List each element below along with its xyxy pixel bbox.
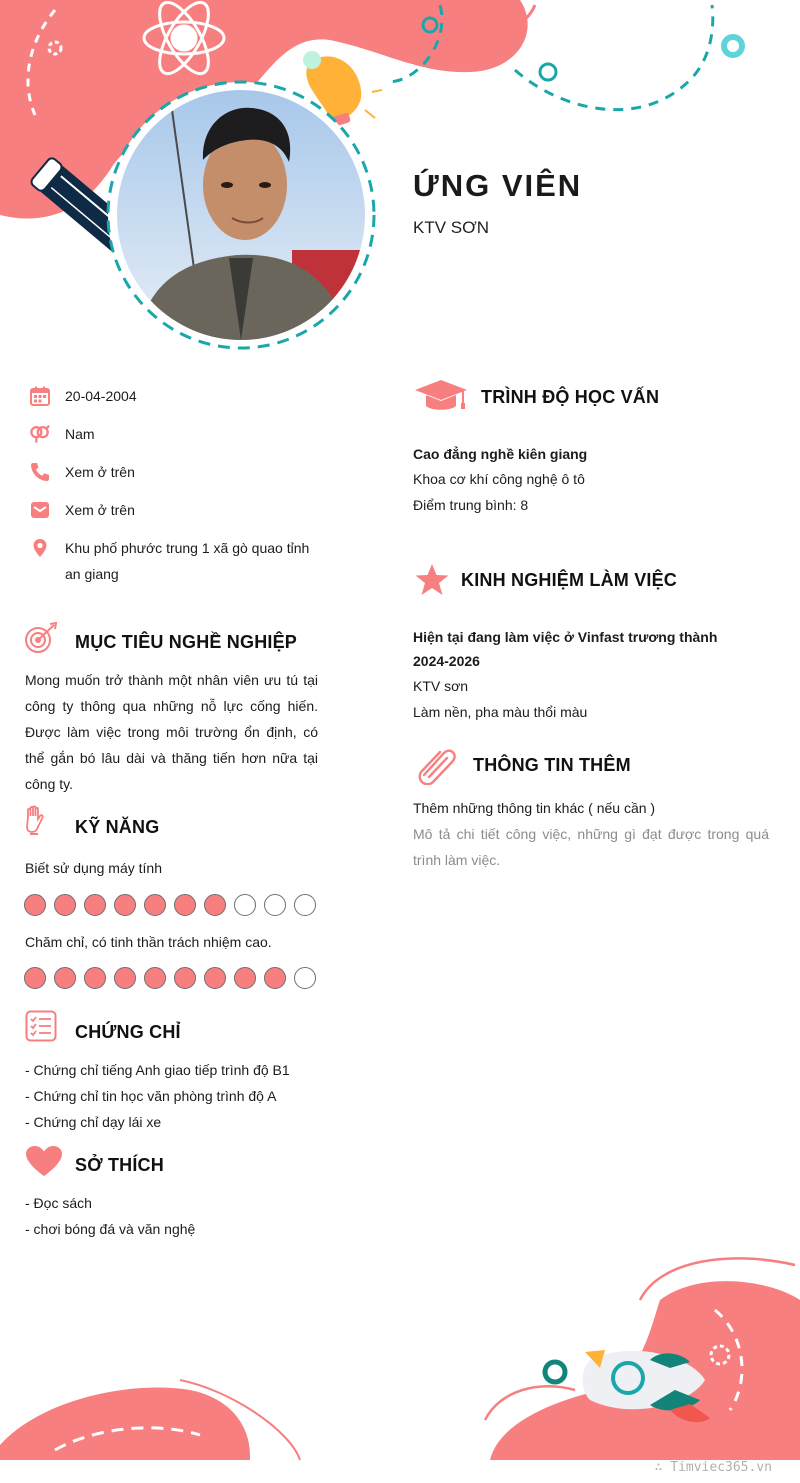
extra-line-1: Thêm những thông tin khác ( nếu cần ) — [413, 800, 656, 816]
hobby-1: - Đọc sách — [25, 1195, 92, 1211]
heart-icon — [25, 1145, 63, 1177]
certificate-1: - Chứng chỉ tiếng Anh giao tiếp trình độ B1 — [25, 1062, 290, 1078]
certificate-3: - Chứng chỉ dạy lái xe — [25, 1114, 162, 1130]
checklist-icon — [25, 1010, 57, 1042]
experience-description: Làm nền, pha màu thổi màu — [413, 704, 588, 720]
birthday-value: 20-04-2004 — [65, 388, 137, 404]
avatar — [117, 90, 365, 340]
experience-position: KTV sơn — [413, 678, 469, 694]
hobby-2: - chơi bóng đá và văn nghệ — [25, 1221, 196, 1237]
extra-title: THÔNG TIN THÊM — [473, 755, 631, 775]
experience-title: KINH NGHIỆM LÀM VIỆC — [461, 570, 678, 590]
info-email — [30, 500, 135, 520]
objective-title: MỤC TIÊU NGHỀ NGHIỆP — [75, 632, 298, 652]
gender-value: Nam — [65, 426, 95, 442]
rating-dot-filled — [174, 894, 196, 916]
rating-dot-filled — [204, 894, 226, 916]
skills-title: KỸ NĂNG — [75, 817, 160, 837]
rating-dot-filled — [174, 967, 196, 989]
email-icon — [30, 500, 50, 520]
rating-dot-filled — [54, 967, 76, 989]
header-decoration — [0, 0, 800, 360]
certificates-title: CHỨNG CHỈ — [75, 1022, 181, 1042]
rating-dot-filled — [114, 894, 136, 916]
rating-dot-filled — [24, 894, 46, 916]
certificate-2: - Chứng chỉ tin học văn phòng trình độ A — [25, 1088, 277, 1104]
brand-watermark: ∴ Timviec365.vn — [654, 1460, 772, 1475]
footer-decoration — [0, 1240, 800, 1483]
rating-dot-filled — [264, 967, 286, 989]
rating-dot-empty — [294, 967, 316, 989]
education-faculty: Khoa cơ khí công nghệ ô tô — [413, 471, 585, 487]
extra-line-2: Mô tả chi tiết công việc, những gì đạt được trong quá trình làm việc. — [413, 826, 769, 868]
candidate-role: KTV SƠN — [413, 218, 489, 237]
info-address — [30, 538, 310, 582]
objective-text: Mong muốn trở thành một nhân viên ưu tú tại công ty thông qua những nỗ lực cống hiến. Được làm việc trong môi trường ổn định, có thể gắn bó lâu dài và thăng tiến hơn nữa tại công ty. — [25, 672, 318, 792]
rating-dot-filled — [114, 967, 136, 989]
rating-dot-filled — [234, 967, 256, 989]
rating-dot-filled — [84, 894, 106, 916]
gender-icon — [30, 424, 50, 444]
candidate-name: ỨNG VIÊN — [413, 168, 583, 203]
rating-dot-empty — [294, 894, 316, 916]
rating-dot-filled — [24, 967, 46, 989]
address-value: Khu phố phước trung 1 xã gò quao tỉnh an giang — [65, 540, 310, 582]
target-icon — [24, 622, 58, 654]
experience-company: Hiện tại đang làm việc ở Vinfast trương thành — [413, 629, 718, 645]
rating-dot-filled — [84, 967, 106, 989]
skill-1-rating — [24, 894, 316, 916]
education-title: TRÌNH ĐỘ HỌC VẤN — [481, 387, 660, 407]
info-phone — [30, 462, 135, 482]
email-value: Xem ở trên — [65, 502, 135, 518]
phone-icon — [30, 462, 50, 482]
rating-dot-empty — [234, 894, 256, 916]
skill-2-label: Chăm chỉ, có tinh thần trách nhiệm cao. — [25, 934, 272, 950]
graduation-cap-icon — [413, 378, 469, 414]
rating-dot-empty — [264, 894, 286, 916]
hand-icon — [24, 805, 48, 837]
paperclip-icon — [416, 745, 458, 785]
skill-2-rating — [24, 967, 316, 989]
rating-dot-filled — [144, 967, 166, 989]
rating-dot-filled — [144, 894, 166, 916]
phone-value: Xem ở trên — [65, 464, 135, 480]
skill-1-label: Biết sử dụng máy tính — [25, 860, 162, 876]
star-icon — [414, 563, 450, 597]
education-school: Cao đẳng nghề kiên giang — [413, 446, 588, 462]
experience-period: 2024-2026 — [413, 653, 480, 669]
calendar-icon — [30, 386, 50, 406]
rating-dot-filled — [54, 894, 76, 916]
location-pin-icon — [30, 538, 50, 558]
education-gpa: Điểm trung bình: 8 — [413, 497, 529, 513]
rating-dot-filled — [204, 967, 226, 989]
info-gender — [30, 424, 95, 444]
hobbies-title: SỞ THÍCH — [75, 1155, 164, 1175]
info-birthday — [30, 386, 137, 406]
